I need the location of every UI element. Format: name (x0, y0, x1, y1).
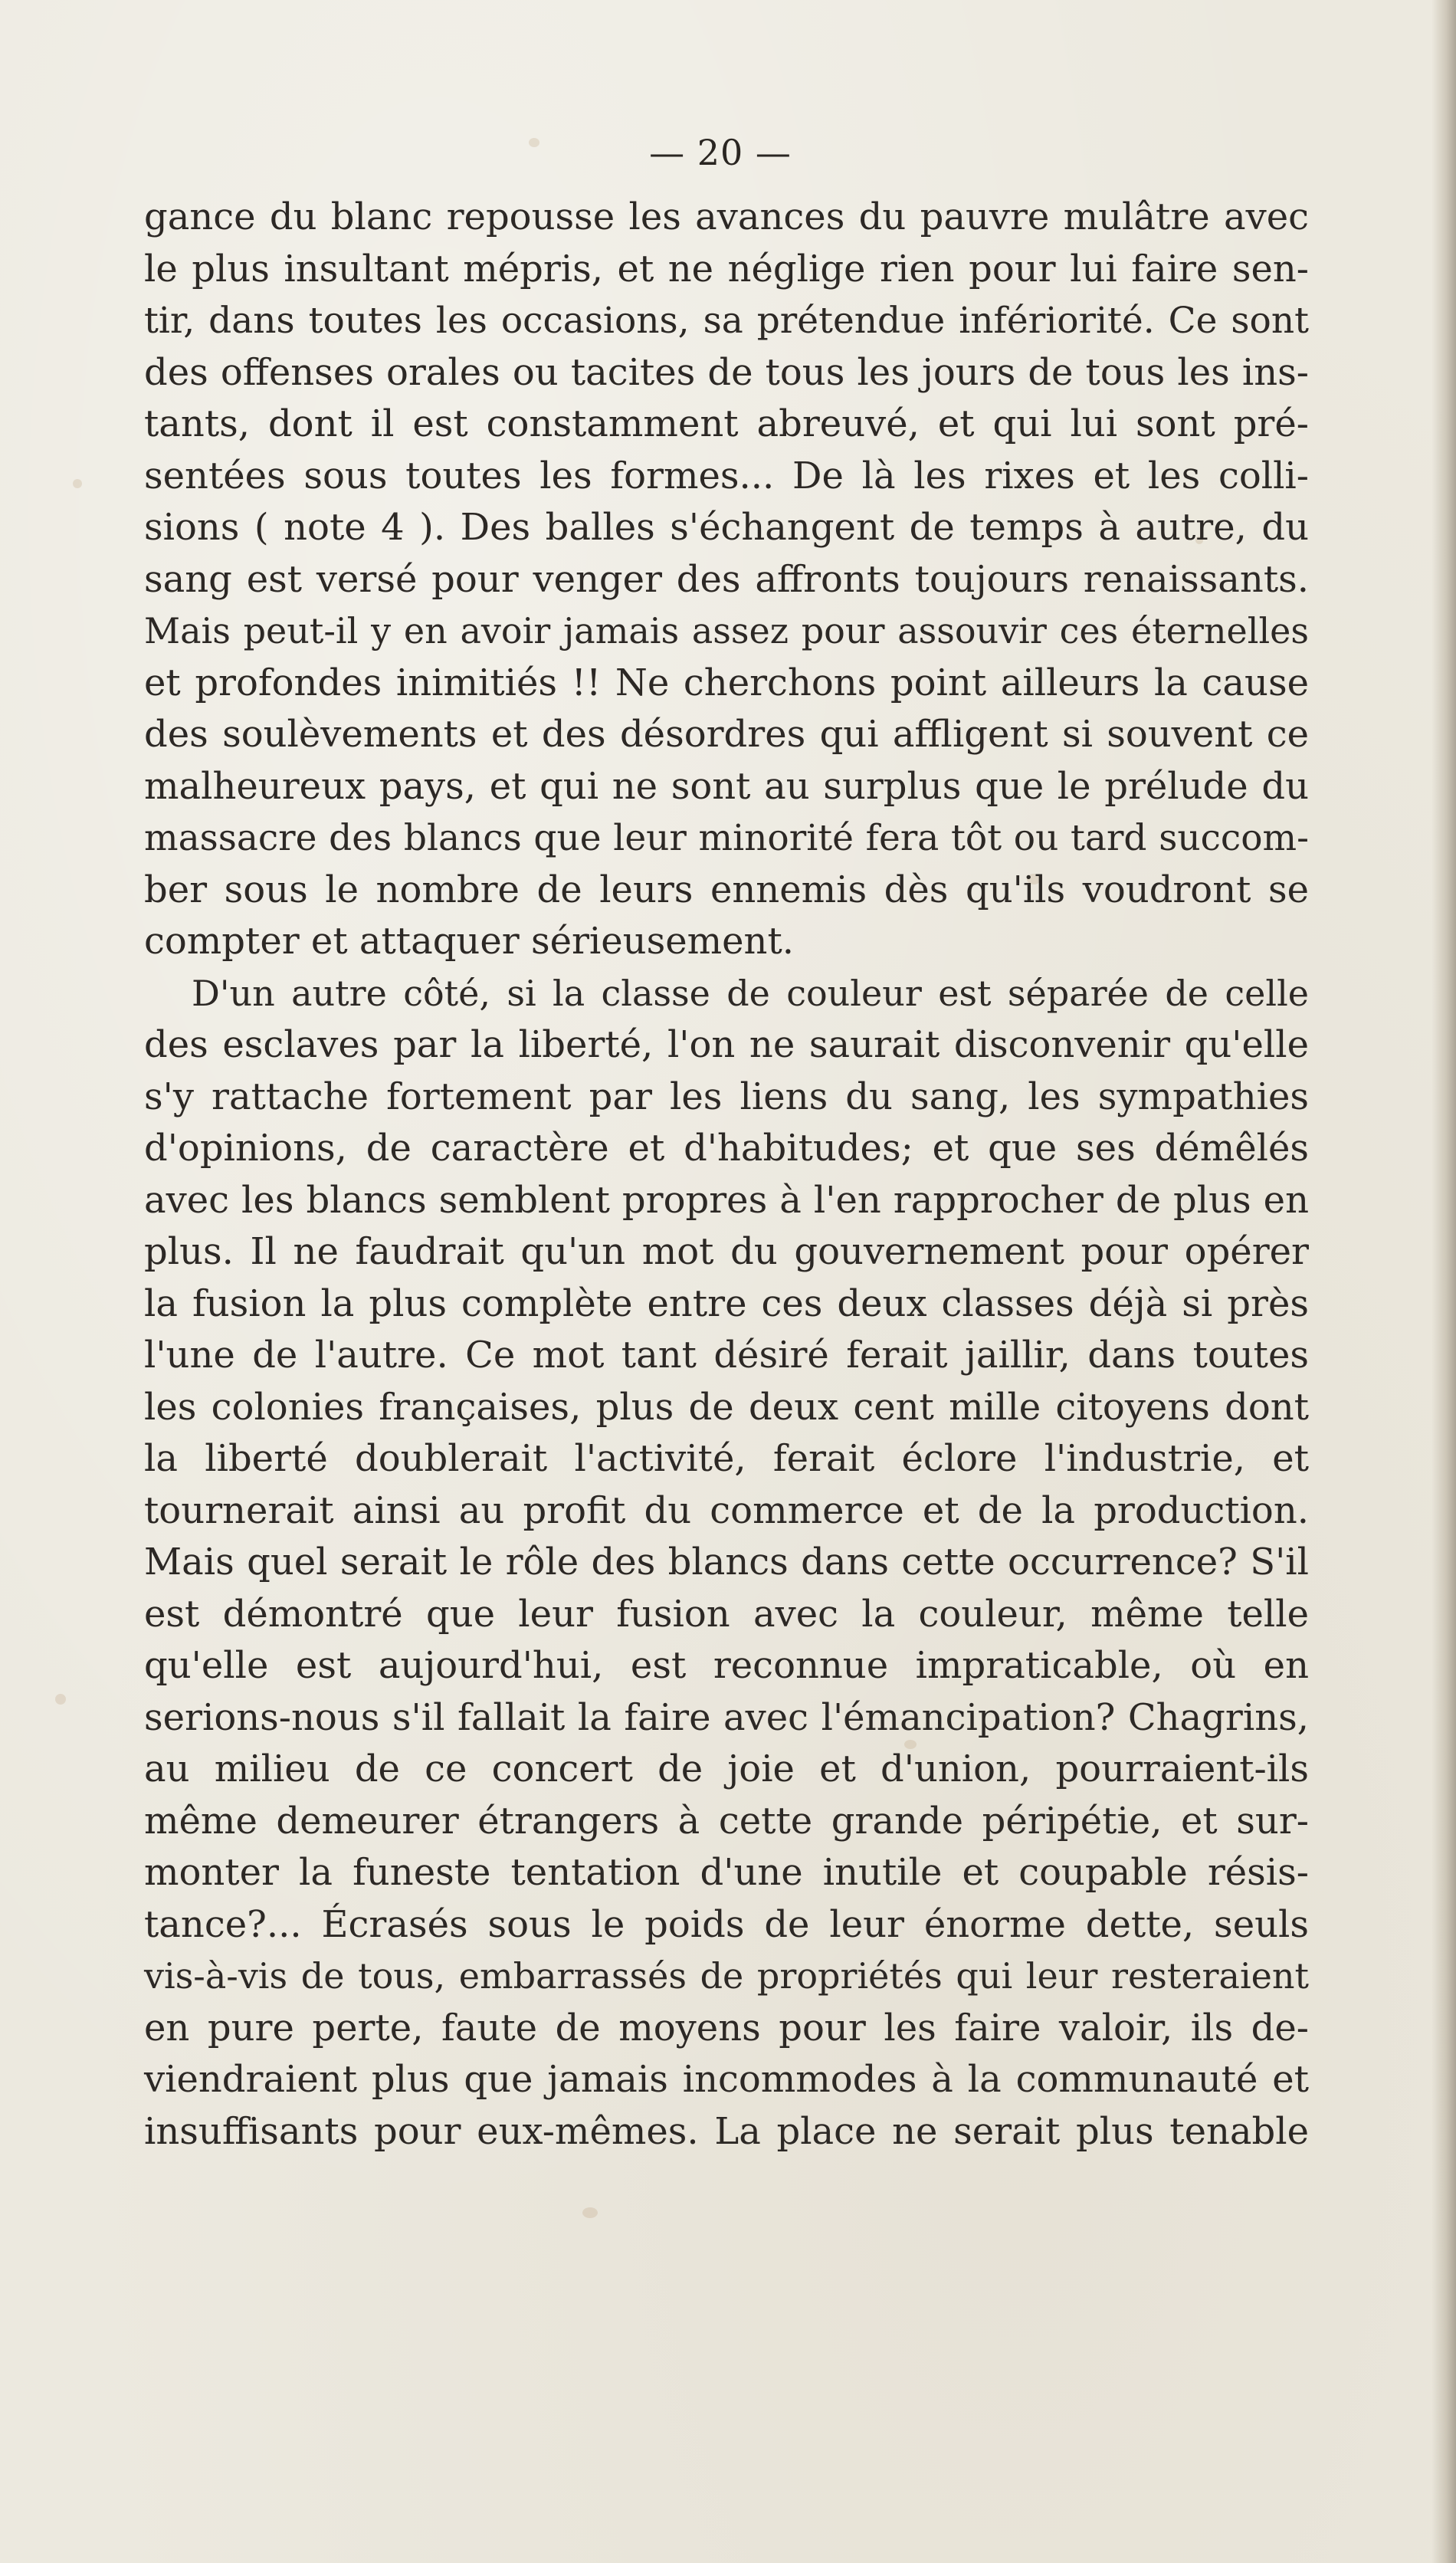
text-line: et profondes inimitiés !! Ne cherchons point ailleurs la cause (144, 661, 1309, 704)
text-line: Mais peut-il y en avoir jamais assez pour assouvir ces éternelles (144, 610, 1309, 651)
text-line: viendraient plus que jamais incommodes à la communauté et (144, 2058, 1309, 2101)
text-line: sentées sous toutes les formes... De là les rixes et les colli- (144, 454, 1309, 497)
foxing-spot (73, 479, 82, 488)
text-line: serions-nous s'il fallait la faire avec l'émancipation? Chagrins, (144, 1695, 1309, 1739)
text-line: insuffisants pour eux-mêmes. La place ne serait plus tenable (144, 2109, 1309, 2153)
text-line: plus. Il ne faudrait qu'un mot du gouvernement pour opérer (144, 1230, 1309, 1273)
text-line: l'une de l'autre. Ce mot tant désiré ferait jaillir, dans toutes (144, 1334, 1309, 1377)
text-line: vis-à-vis de tous, embarrassés de propriétés qui leur resteraient (144, 1955, 1309, 1997)
text-line: monter la funeste tentation d'une inutile et coupable résis- (144, 1851, 1309, 1894)
text-line: tants, dont il est constamment abreuvé, et qui lui sont pré- (144, 402, 1309, 445)
text-line: tournerait ainsi au profit du commerce et de la production. (144, 1488, 1309, 1532)
text-line: qu'elle est aujourd'hui, est reconnue impraticable, où en (144, 1644, 1309, 1687)
page-edge-shadow (1431, 0, 1456, 2563)
text-line: compter et attaquer sérieusement. (144, 920, 795, 963)
paragraph-2 (144, 968, 1309, 2158)
text-line: gance du blanc repousse les avances du pauvre mulâtre avec (144, 195, 1309, 238)
text-line: ber sous le nombre de leurs ennemis dès qu'ils voudront se (144, 868, 1309, 911)
text-line: tance?... Écrasés sous le poids de leur énorme dette, seuls (144, 1902, 1309, 1946)
paragraph-1 (144, 192, 1309, 968)
text-line: le plus insultant mépris, et ne néglige rien pour lui faire sen- (144, 247, 1309, 290)
text-line: massacre des blancs que leur minorité fera tôt ou tard succom- (144, 817, 1309, 859)
foxing-spot (55, 1694, 66, 1705)
text-line: avec les blancs semblent propres à l'en rapprocher de plus en (144, 1178, 1309, 1222)
text-line: Mais quel serait le rôle des blancs dans cette occurrence? S'il (144, 1541, 1309, 1583)
text-line: d'opinions, de caractère et d'habitudes; et que ses démêlés (144, 1127, 1309, 1170)
text-line: au milieu de ce concert de joie et d'union, pourraient-ils (144, 1748, 1309, 1790)
foxing-spot (582, 2207, 598, 2218)
text-line: la liberté doublerait l'activité, ferait éclore l'industrie, et (144, 1437, 1309, 1480)
text-line: des soulèvements et des désordres qui affligent si souvent ce (144, 713, 1309, 756)
text-line: en pure perte, faute de moyens pour les faire valoir, ils de- (144, 2006, 1309, 2049)
text-line: malheureux pays, et qui ne sont au surplus que le prélude du (144, 764, 1309, 808)
text-line: des esclaves par la liberté, l'on ne saurait disconvenir qu'elle (144, 1023, 1309, 1066)
text-line: tir, dans toutes les occasions, sa prétendue infériorité. Ce sont (144, 300, 1309, 342)
text-line: sions ( note 4 ). Des balles s'échangent de temps à autre, du (144, 506, 1309, 549)
body-text (144, 192, 1309, 2158)
text-line: des offenses orales ou tacites de tous les jours de tous les ins- (144, 350, 1309, 394)
text-line: sang est versé pour venger des affronts toujours renaissants. (144, 557, 1309, 601)
text-line: est démontré que leur fusion avec la couleur, même telle (144, 1592, 1309, 1636)
text-line: s'y rattache fortement par les liens du sang, les sympathies (144, 1075, 1309, 1118)
text-line: les colonies françaises, plus de deux cent mille citoyens dont (144, 1385, 1309, 1429)
text-line: la fusion la plus complète entre ces deux classes déjà si près (144, 1282, 1309, 1325)
text-line: même demeurer étrangers à cette grande péripétie, et sur- (144, 1799, 1309, 1843)
text-line: D'un autre côté, si la classe de couleur est séparée de celle (192, 972, 1309, 1014)
page-number: — 20 — (649, 132, 792, 173)
